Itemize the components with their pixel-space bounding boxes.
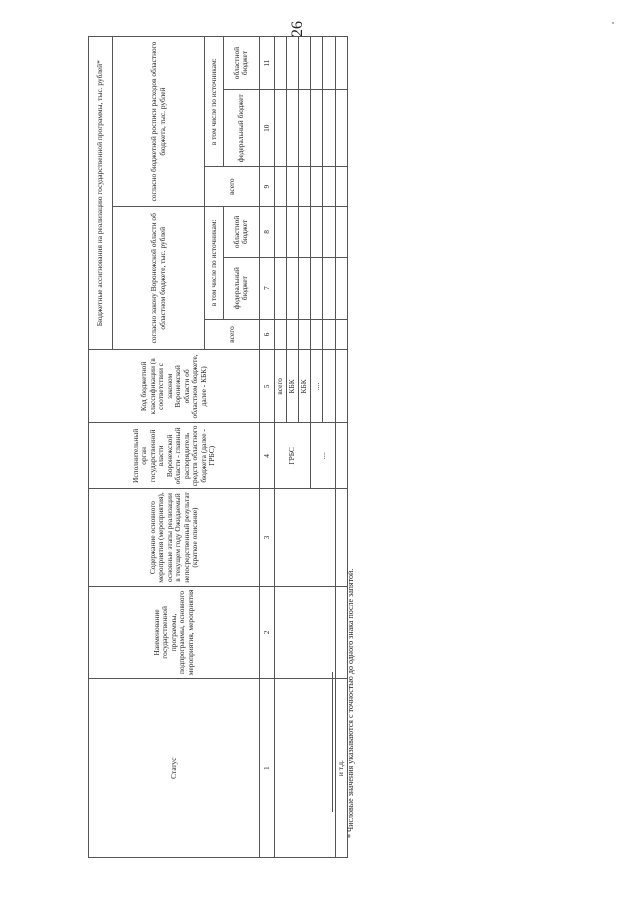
scan-artifact (612, 22, 614, 24)
col-number: 7 (260, 257, 274, 319)
kbk-cell: КБК (299, 350, 311, 423)
header-sources-law: в том числе по источникам: (205, 207, 223, 320)
header-content: Содержание основного мероприятия (мероприятия), основные этапы реализации в текущем году Ожидаемый непосредственный результат (краткое описание) (89, 489, 260, 586)
table-row (274, 37, 286, 858)
col-number: 3 (260, 489, 274, 586)
col-number: 2 (260, 586, 274, 679)
header-by-schedule: согласно бюджетной росписи расходов областного бюджета, тыс. рублей (113, 37, 205, 207)
header-kbk: Код бюджетной классификации (в соответствии с законом Воронежской области об областном бюджете, далее - КБК) (89, 350, 260, 423)
grbs-dots-cell: .... (311, 423, 335, 489)
col-number: 10 (260, 90, 274, 167)
status-cell (274, 679, 335, 858)
header-federal-schedule: федеральный бюджет (223, 90, 260, 167)
header-regional-law: областной бюджет (223, 207, 260, 258)
etc-cell: и т.д. (335, 679, 347, 858)
col-number: 11 (260, 37, 274, 90)
col-number: 6 (260, 319, 274, 350)
footnote-area (336, 36, 356, 882)
rotated-sheet (88, 36, 368, 882)
header-total-law: всего (205, 319, 260, 350)
header-regional-schedule: областной бюджет (223, 37, 260, 90)
budget-table (88, 36, 348, 858)
footnote-text: * Числовые значения указываются с точностью до одного знака после запятой. (346, 568, 355, 838)
kbk-total-cell: всего (274, 350, 286, 423)
page-number: 26 (289, 21, 306, 37)
header-executor: Исполнительный орган государственной власти Воронежской области - главный распорядитель средств областного бюджета (далее - ГРБС) (89, 423, 260, 489)
grbs-cell: ГРБС (274, 423, 311, 489)
header-federal-law: федеральный бюджет (223, 257, 260, 319)
header-by-law: согласно закону Воронежской области об областном бюджете, тыс. рублей (113, 207, 205, 350)
content-cell (274, 489, 335, 586)
column-number-row (260, 37, 274, 858)
col-number: 1 (260, 679, 274, 858)
col-number: 9 (260, 167, 274, 207)
landscape-table-wrap (88, 36, 368, 858)
header-sources-schedule: в том числе по источникам: (205, 37, 223, 167)
col-number: 4 (260, 423, 274, 489)
col-number: 8 (260, 207, 274, 258)
col-number: 5 (260, 350, 274, 423)
header-obligations: Бюджетные ассигнования на реализацию государственной программы, тыс. рублей* (89, 37, 113, 350)
header-status: Статус (89, 679, 260, 858)
header-name: Наименование государственной программы, подпрограммы, основного мероприятия, мероприятия (89, 586, 260, 679)
kbk-dots-cell: .... (311, 350, 323, 423)
kbk-cell: КБК (286, 350, 298, 423)
footnote-divider (332, 672, 333, 812)
header-total-schedule: всего (205, 167, 260, 207)
name-cell (274, 586, 335, 679)
